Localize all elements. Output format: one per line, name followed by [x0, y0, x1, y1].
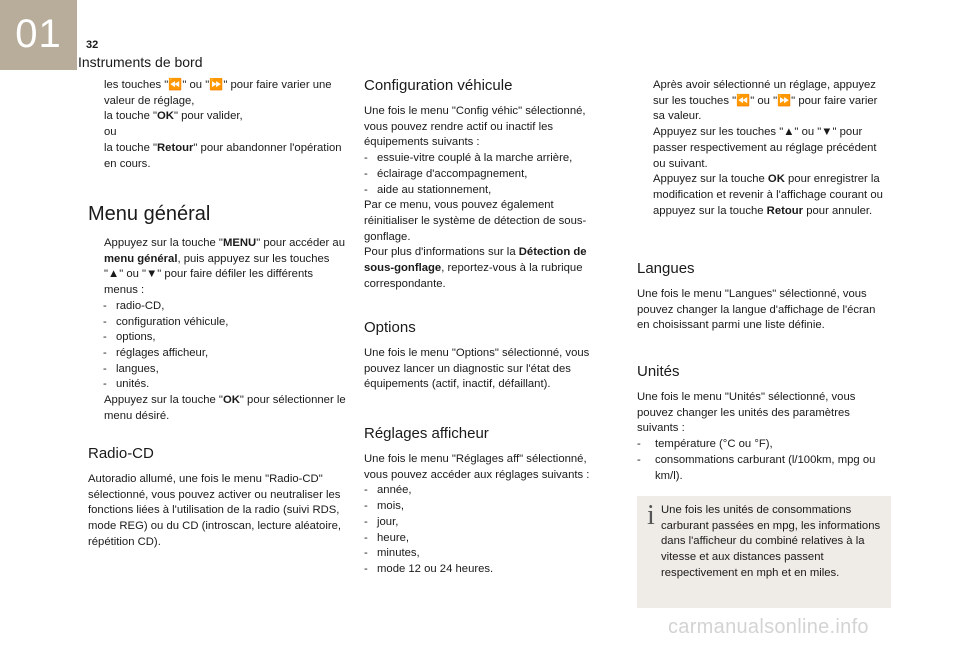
info-note-text: Une fois les unités de consommations carburant passées en mpg, les informations dans l'afficheur du combiné relatives à la vitesse et aux distances passent respectivement en mph et en miles. [661, 504, 881, 579]
bullet-item: la touche "OK" pour valider, [104, 110, 243, 123]
info-icon: i [647, 500, 655, 531]
bullet-item: Appuyez sur les touches "▲" ou "▼" pour passer respectivement au réglage précédent ou suivant. [653, 126, 877, 170]
options-text: Une fois le menu "Options" sélectionné, vous pouvez lancer un diagnostic sur l'état des équipements (actif, inactif, défaillant). [364, 347, 590, 391]
chapter-tab [0, 0, 77, 70]
options-heading: Options [364, 319, 416, 336]
unites-body: Une fois le menu "Unités" sélectionné, vous pouvez changer les unités des paramètres suivants : - température (°C ou °F), - consommations carburant (l/100km, mpg ou km/l). [637, 390, 889, 484]
list-item: - jour, [364, 515, 399, 528]
chapter-number: 01 [15, 12, 62, 56]
bullet-item: Appuyez sur la touche "MENU" pour accéder au menu général, puis appuyez sur les touches "▲" ou "▼" pour faire défiler les différents menus : [104, 237, 345, 297]
page-number: 32 [86, 39, 99, 51]
list-item: - heure, [364, 531, 410, 544]
fast-rewind-icon: ⏪ [736, 94, 751, 107]
list-item: - options, [103, 331, 156, 344]
list-item: - essuie-vitre couplé à la marche arrière, [364, 152, 573, 165]
list-item: - réglages afficheur, [103, 346, 209, 359]
configuration-body: Une fois le menu "Config véhic" sélectionné, vous pouvez rendre actif ou inactif les équipements suivants : - essuie-vitre couplé à la marche arrière, - éclairage d'accompagnement, - aide au stationnement, Par ce menu, vous pouvez également réinitialiser le système de détection de sous-gonflage. Pour plus d'informations sur la Détection de sous-gonflage, reportez-vous à la rubrique correspondante. [364, 104, 609, 292]
list-item: - année, [364, 484, 412, 497]
list-item: - configuration véhicule, [103, 315, 229, 328]
list-item: - langues, [103, 362, 159, 375]
fast-forward-icon: ⏩ [209, 79, 224, 91]
list-item: - unités. [103, 378, 150, 391]
list-item: - mode 12 ou 24 heures. [364, 562, 494, 575]
list-item: - aide au stationnement, [364, 183, 492, 196]
reglages-heading: Réglages afficheur [364, 425, 489, 442]
langues-text: Une fois le menu "Langues" sélectionné, vous pouvez changer la langue d'affichage de l'écran en choisissant parmi une liste définie. [637, 288, 876, 332]
list-item: - consommations carburant (l/100km, mpg ou km/l). [637, 453, 876, 482]
fast-rewind-icon: ⏪ [168, 79, 183, 91]
info-note [637, 496, 891, 608]
radio-cd-heading: Radio-CD [88, 445, 154, 462]
list-item: - éclairage d'accompagnement, [364, 167, 528, 180]
bullet-item: Après avoir sélectionné un réglage, appuyez sur les touches "⏪" ou "⏩" pour faire varier sa valeur. [653, 79, 878, 123]
reglages-body: Une fois le menu "Réglages aff" sélectionné, vous pouvez accéder aux réglages suivants : - année, - mois, - jour, - heure, - minutes, - mode 12 ou 24 heures. [364, 452, 609, 578]
menu-general-body [88, 236, 350, 424]
bullet-item: les touches "⏪" ou "⏩" pour faire varier une valeur de réglage, [104, 79, 332, 107]
menu-general-heading: Menu général [88, 203, 211, 225]
bullet-item: Appuyez sur la touche OK pour enregistrer la modification et revenir à l'affichage courant ou appuyez sur la touche Retour pour annuler. [653, 173, 883, 217]
list-item: - température (°C ou °F), [637, 438, 773, 451]
up-arrow-icon: ▲ [783, 126, 795, 139]
down-arrow-icon: ▼ [146, 268, 158, 281]
configuration-heading: Configuration véhicule [364, 77, 513, 94]
bullet-item: Appuyez sur la touche "OK" pour sélectionner le menu désiré. [104, 394, 346, 422]
list-item: - minutes, [364, 547, 420, 560]
navigation-bullets [637, 78, 889, 219]
intro-bullets [88, 78, 350, 172]
watermark: carmanualsonline.info [668, 616, 869, 638]
radio-cd-text: Autoradio allumé, une fois le menu "Radio-CD" sélectionné, vous pouvez activer ou neutraliser les fonctions liées à l'utilisation de la radio (suivi RDS, mode REG) ou du CD (introscan, lecture aléatoire, répétition CD). [88, 473, 342, 548]
section-title: Instruments de bord [78, 54, 203, 70]
or-text: ou [104, 126, 117, 139]
up-arrow-icon: ▲ [108, 268, 120, 281]
list-item: - mois, [364, 500, 404, 513]
list-item: - radio-CD, [103, 299, 165, 312]
langues-heading: Langues [637, 260, 695, 277]
down-arrow-icon: ▼ [821, 126, 833, 139]
unites-heading: Unités [637, 363, 680, 380]
fast-forward-icon: ⏩ [777, 94, 792, 107]
bullet-item: la touche "Retour" pour abandonner l'opération en cours. [104, 141, 342, 170]
